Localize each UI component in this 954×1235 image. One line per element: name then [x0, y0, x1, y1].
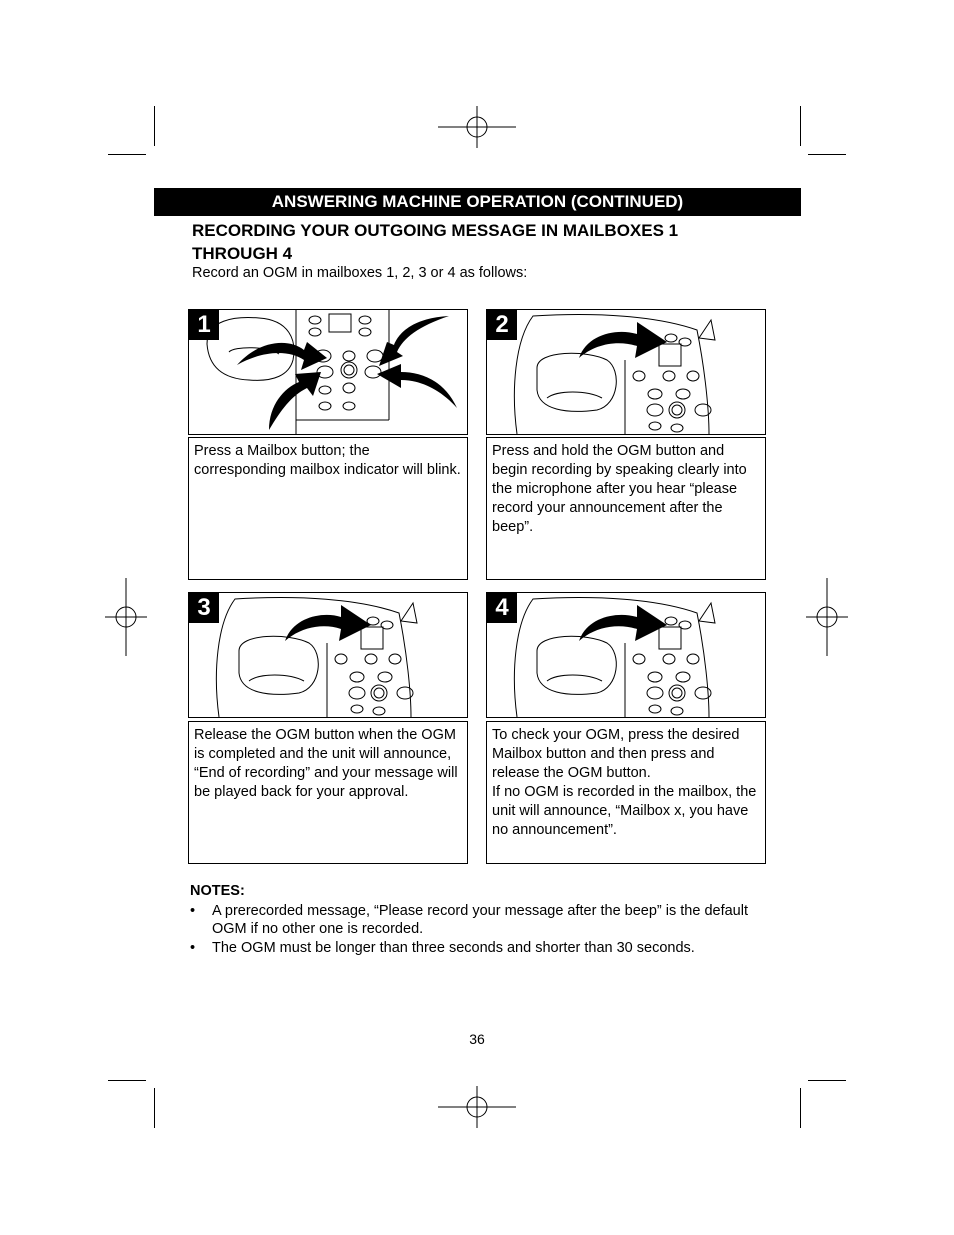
step-number: 1: [189, 310, 219, 340]
phone-keypad-illustration-icon: [189, 310, 467, 434]
phone-keypad-illustration-icon: [189, 593, 467, 717]
step-3-description: [188, 721, 468, 864]
step-number: 2: [487, 310, 517, 340]
intro-text: Record an OGM in mailboxes 1, 2, 3 or 4 as follows:: [192, 265, 528, 281]
registration-mark-icon: [438, 106, 516, 148]
page-number: 36: [469, 1031, 485, 1047]
step-text: If no OGM is recorded in the mailbox, the unit will announce, “Mailbox x, you have no announcement”.: [492, 784, 757, 838]
note-item: [190, 939, 750, 957]
phone-keypad-illustration-icon: [487, 593, 765, 717]
step-3-illustration: [188, 592, 468, 718]
crop-mark: [108, 1080, 146, 1081]
bullet-icon: •: [190, 903, 196, 919]
notes-heading: NOTES:: [190, 883, 245, 899]
crop-mark: [808, 154, 846, 155]
crop-mark: [108, 154, 146, 155]
note-item: [190, 902, 750, 938]
step-1-illustration: [188, 309, 468, 435]
registration-mark-icon: [105, 578, 147, 656]
step-number: 4: [487, 593, 517, 623]
section-title: ANSWERING MACHINE OPERATION (CONTINUED): [271, 192, 684, 211]
step-2-illustration: [486, 309, 766, 435]
phone-keypad-illustration-icon: [487, 310, 765, 434]
step-2-description: [486, 437, 766, 580]
step-text: Press a Mailbox button; the corresponding mailbox indicator will blink.: [194, 443, 461, 478]
step-number: 3: [189, 593, 219, 623]
note-text: A prerecorded message, “Please record your message after the beep” is the default OGM if no other one is recorded.: [212, 903, 748, 937]
step-4-illustration: [486, 592, 766, 718]
registration-mark-icon: [438, 1086, 516, 1128]
note-text: The OGM must be longer than three seconds and shorter than 30 seconds.: [212, 940, 695, 956]
bullet-icon: •: [190, 940, 196, 956]
registration-mark-icon: [806, 578, 848, 656]
step-4-description: [486, 721, 766, 864]
crop-mark: [154, 106, 155, 146]
step-text: Release the OGM button when the OGM is completed and the unit will announce, “End of recording” and your message will be played back for your approval.: [194, 727, 458, 800]
crop-mark: [808, 1080, 846, 1081]
crop-mark: [154, 1088, 155, 1128]
step-1-description: [188, 437, 468, 580]
crop-mark: [800, 106, 801, 146]
notes-list: [190, 902, 750, 958]
page-subtitle: RECORDING YOUR OUTGOING MESSAGE IN MAILBOXES 1 THROUGH 4: [192, 221, 679, 263]
step-text: Press and hold the OGM button and begin recording by speaking clearly into the microphone after you hear “please record your announcement after the beep”.: [492, 443, 747, 535]
section-title-bar: [154, 188, 801, 216]
crop-mark: [800, 1088, 801, 1128]
step-text: To check your OGM, press the desired Mailbox button and then press and release the OGM button.: [492, 727, 740, 781]
